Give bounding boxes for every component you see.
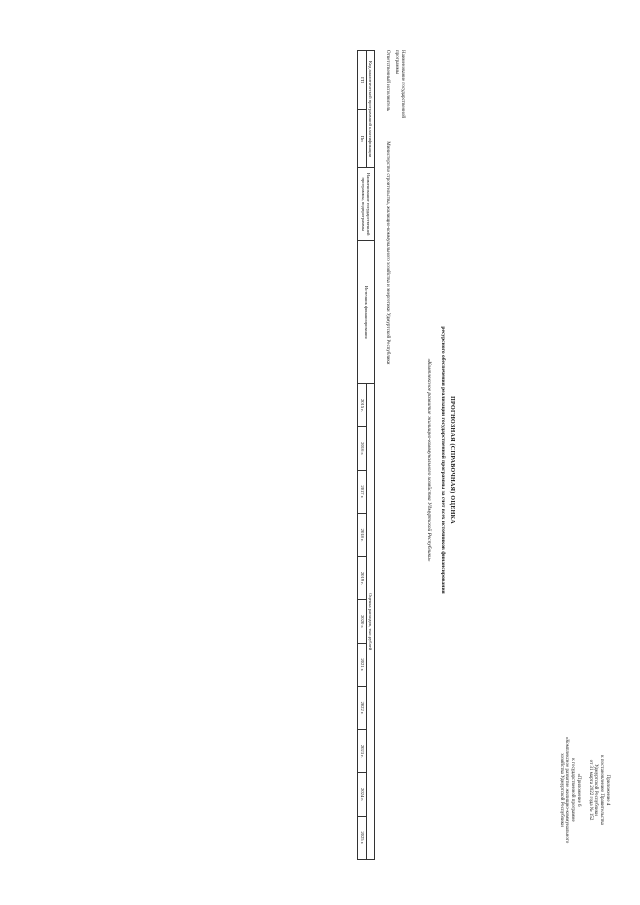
program-name-label: Наименование государственной программы (394, 50, 405, 119)
year-header: 2025 г. (358, 816, 366, 859)
program-name-field (394, 50, 406, 140)
executor-label: Ответственный исполнитель (385, 50, 390, 112)
appendix-line: Приложение 4 (605, 774, 610, 806)
year-header: 2024 г. (358, 773, 366, 816)
year-header: 2017 г. (358, 470, 366, 513)
program-title: «Комплексное развитие жилищно-коммунального хозяйства Удмуртской Республики» (425, 358, 432, 562)
appendix-note (552, 715, 610, 865)
appendix-line: «Комплексное развитие жилищно-коммунального (564, 736, 570, 844)
appendix-line: хозяйства Удмуртской Республики (558, 753, 564, 827)
executor-value: Министерство строительства, жилищно-коммунального хозяйства и энергетики Удмуртской Республики (385, 141, 390, 365)
appendix-line: к государственной программе (570, 758, 576, 822)
appendix-line: от 31 марта 2022 года № 152 (587, 759, 593, 821)
document-title (425, 150, 455, 770)
year-header: 2021 г. (358, 643, 366, 686)
title-line: ПРОГНОЗНАЯ (СПРАВОЧНАЯ) ОЦЕНКА (449, 396, 455, 524)
year-header: 2018 г. (358, 513, 366, 556)
appendix-line: к постановлению Правительства (599, 755, 605, 825)
resource-table-header (357, 50, 375, 860)
appendix-line: Удмуртской Республики (593, 764, 599, 816)
year-header: 2022 г. (358, 686, 366, 729)
appendix-line: «Приложение 6 (576, 773, 581, 807)
gp-header: ГП (358, 51, 366, 110)
source-header: Источник финансирования (358, 241, 375, 384)
estimate-group-header: Оценка расходов, тыс.рублей (366, 384, 374, 860)
header-row (366, 51, 374, 860)
year-header: 2016 г. (358, 427, 366, 470)
year-header: 2023 г. (358, 730, 366, 773)
executor-field (384, 50, 390, 364)
name-header: Наименование государственной программы, подпрограммы (358, 168, 375, 241)
code-group-header: Код аналитической программной классификации (366, 51, 374, 168)
year-header: 2019 г. (358, 557, 366, 600)
pp-header: Пп (358, 110, 366, 168)
year-header: 2020 г. (358, 600, 366, 643)
title-line: ресурсного обеспечения реализации государственной программы за счет всех источников финансирования (440, 326, 447, 594)
year-header: 2015 г. (358, 384, 366, 427)
